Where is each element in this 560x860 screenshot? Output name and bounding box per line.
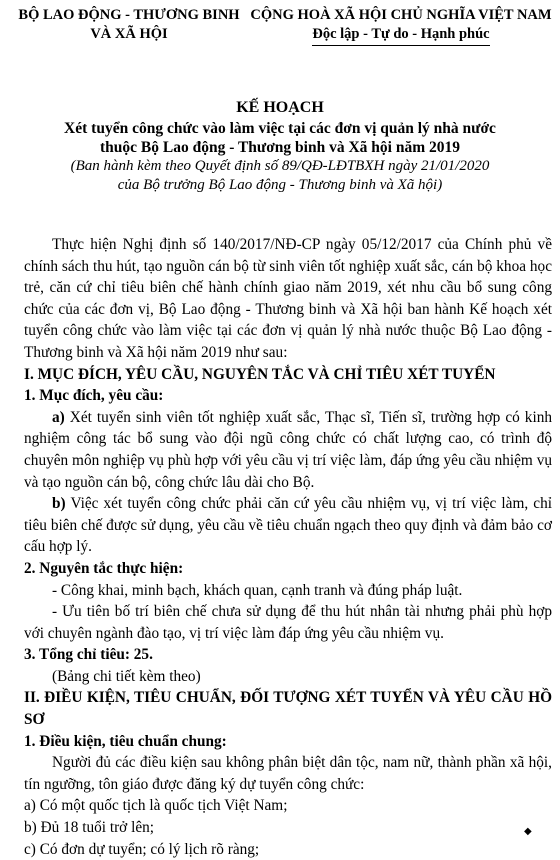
issued-line-1: (Ban hành kèm theo Quyết định số 89/QĐ-LĐTBXH ngày 21/01/2020 [70,158,490,174]
section-2-heading: II. ĐIỀU KIỆN, TIÊU CHUẨN, ĐỐI TƯỢNG XÉT TUYỂN VÀ YÊU CẦU HỒ SƠ [24,689,552,729]
document-body [24,234,552,860]
section-1-heading: I. MỤC ĐÍCH, YÊU CẦU, NGUYÊN TẮC VÀ CHỈ TIÊU XÉT TUYỂN [24,365,496,383]
paragraph-b [24,493,552,558]
detail-table-note: (Bảng chi tiết kèm theo) [52,667,201,685]
national-title: CỘNG HOÀ XÃ HỘI CHỦ NGHĨA VIỆT NAM [250,7,552,23]
subsection-1-2-heading: 2. Nguyên tắc thực hiện: [24,559,184,577]
national-motto: Độc lập - Tự do - Hạnh phúc [312,25,489,46]
document-title-block [0,98,560,195]
agency-name-line1: BỘ LAO ĐỘNG - THƯƠNG BINH [18,7,240,23]
paragraph-b-label: b) [52,495,66,513]
condition-b: b) Đủ 18 tuổi trở lên; [24,819,155,837]
agency-name-line2: VÀ XÃ HỘI [90,26,168,42]
condition-a: a) Có một quốc tịch là quốc tịch Việt Nam; [24,797,288,815]
document-title: KẾ HOẠCH [236,99,324,116]
subsection-2-1-heading: 1. Điều kiện, tiêu chuẩn chung: [24,732,227,750]
national-header [248,6,554,46]
title-line-2: thuộc Bộ Lao động - Thương binh và Xã hội năm 2019 [100,139,460,156]
intro-paragraph: Thực hiện Nghị định số 140/2017/NĐ-CP ngày 05/12/2017 của Chính phủ về chính sách thu hút, tạo nguồn cán bộ từ sinh viên tốt nghiệp xuất sắc, cán bộ khoa học trẻ, căn cứ chỉ tiêu biên chế hành chính giao năm 2019, xét nhu cầu bổ sung công chức của các đơn vị, Bộ Lao động - Thương binh và Xã hội ban hành Kế hoạch xét tuyển công chức vào làm việc tại các đơn vị quản lý nhà nước thuộc Bộ Lao động - Thương binh và Xã hội năm 2019 như sau: [24,236,552,361]
condition-c: c) Có đơn dự tuyển; có lý lịch rõ ràng; [24,840,260,858]
subsection-1-3-heading: 3. Tổng chỉ tiêu: 25. [24,646,153,664]
page-mark: ◆ [524,826,532,837]
paragraph-b-text: Việc xét tuyển công chức phải căn cứ yêu cầu nhiệm vụ, vị trí việc làm, chỉ tiêu biên chế được sử dụng, yêu cầu về tiêu chuẩn ngạch theo quy định và đảm bảo cơ cấu hợp lý. [24,495,552,556]
subsection-1-1-heading: 1. Mục đích, yêu cầu: [24,387,164,405]
conditions-paragraph: Người đủ các điều kiện sau không phân biệt dân tộc, nam nữ, thành phần xã hội, tín ngưỡng, tôn giáo được đăng ký dự tuyển công chức: [24,754,552,793]
paragraph-a-label: a) [52,408,65,426]
principle-1: - Công khai, minh bạch, khách quan, cạnh tranh và đúng pháp luật. [52,581,463,599]
paragraph-a [24,407,552,493]
agency-header [14,6,244,44]
issued-line-2: của Bộ trưởng Bộ Lao động - Thương binh và Xã hội) [117,177,443,193]
principle-2: - Ưu tiên bố trí biên chế chưa sử dụng để thu hút nhân tài nhưng phải phù hợp với chuyên ngành đào tạo, vị trí việc làm đáp ứng yêu cầu nhiệm vụ. [24,603,552,642]
title-line-1: Xét tuyển công chức vào làm việc tại các đơn vị quản lý nhà nước [64,120,496,137]
paragraph-a-text: Xét tuyển sinh viên tốt nghiệp xuất sắc, Thạc sĩ, Tiến sĩ, trường hợp có kinh nghiệm công tác bổ sung vào đội ngũ công chức có chất lượng cao, có trình độ chuyên môn nghiệp vụ phù hợp với yêu cầu vị trí việc làm, đáp ứng yêu cầu nhiệm vụ và tạo nguồn cán bộ, công chức lâu dài cho Bộ. [24,408,552,491]
